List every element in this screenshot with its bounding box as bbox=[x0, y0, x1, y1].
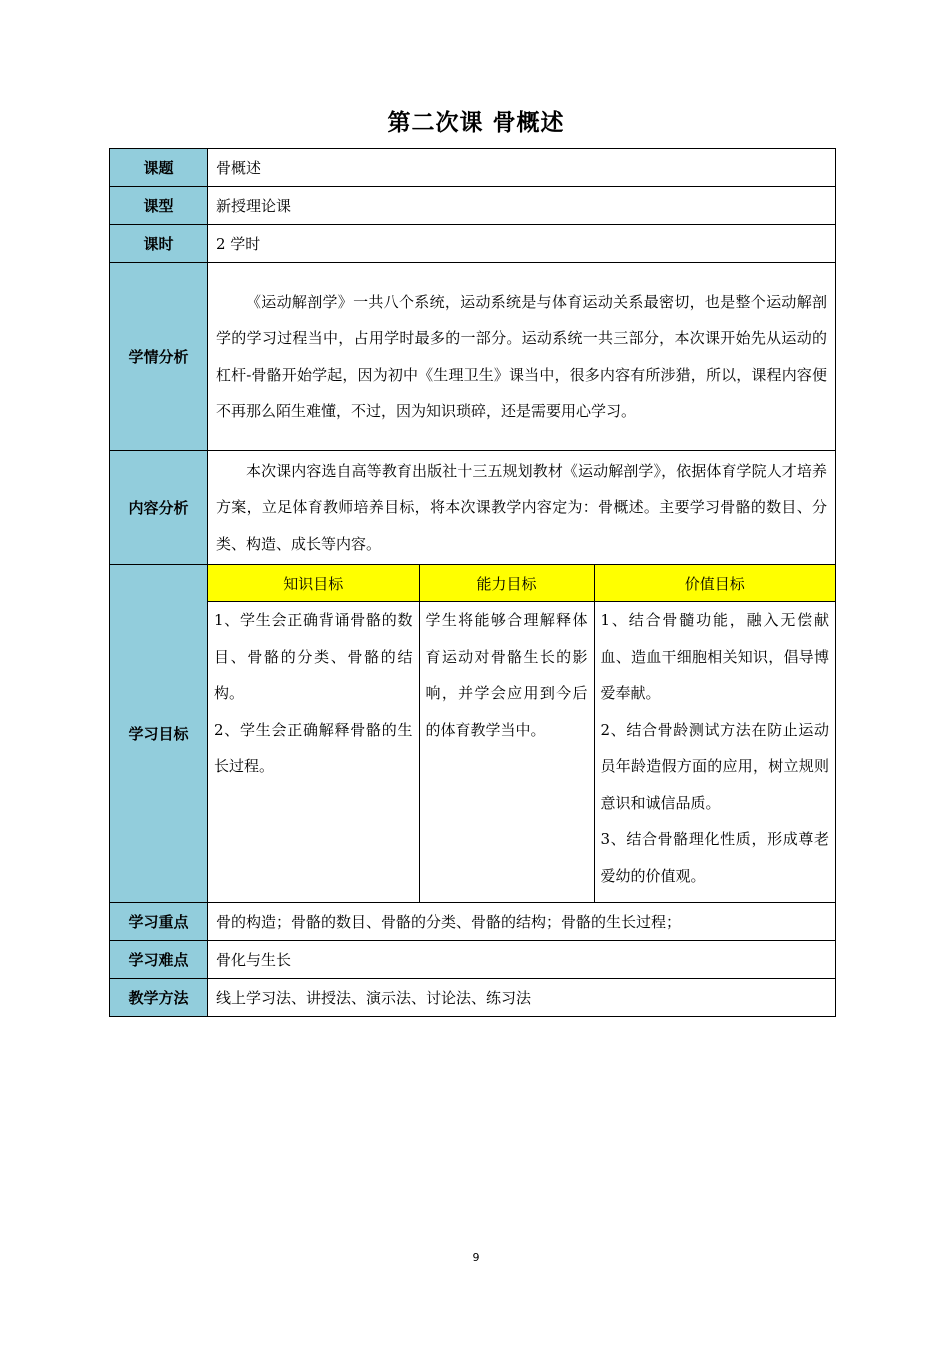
lesson-plan-table bbox=[109, 148, 836, 1017]
header-value: 价值目标 bbox=[594, 565, 835, 602]
knowledge-goal-2: 2、学生会正确解释骨骼的生长过程。 bbox=[214, 720, 413, 775]
value-topic: 骨概述 bbox=[208, 149, 836, 187]
label-learner-analysis: 学情分析 bbox=[110, 263, 208, 451]
value-goal-2: 2、结合骨龄测试方法在防止运动员年龄造假方面的应用，树立规则意识和诚信品质。 bbox=[600, 720, 829, 812]
row-key-points bbox=[110, 903, 836, 941]
objectives-header-row bbox=[208, 565, 835, 602]
value-methods: 线上学习法、讲授法、演示法、讨论法、练习法 bbox=[208, 979, 836, 1017]
label-hours: 课时 bbox=[110, 225, 208, 263]
cell-learner-analysis bbox=[208, 263, 836, 451]
label-difficulties: 学习难点 bbox=[110, 941, 208, 979]
value-hours: 2 学时 bbox=[208, 225, 836, 263]
row-learner-analysis bbox=[110, 263, 836, 451]
row-type bbox=[110, 187, 836, 225]
label-methods: 教学方法 bbox=[110, 979, 208, 1017]
label-objectives: 学习目标 bbox=[110, 565, 208, 903]
header-knowledge: 知识目标 bbox=[208, 565, 419, 602]
cell-content-analysis bbox=[208, 451, 836, 565]
label-key-points: 学习重点 bbox=[110, 903, 208, 941]
value-goal-1: 1、结合骨髓功能，融入无偿献血、造血干细胞相关知识，倡导博爱奉献。 bbox=[600, 611, 829, 702]
row-topic bbox=[110, 149, 836, 187]
objectives-body-row bbox=[208, 602, 835, 903]
objectives-table bbox=[208, 565, 835, 902]
knowledge-goals bbox=[208, 602, 419, 903]
value-difficulties: 骨化与生长 bbox=[208, 941, 836, 979]
page-number: 9 bbox=[472, 1251, 480, 1264]
row-objectives bbox=[110, 565, 836, 903]
row-difficulties bbox=[110, 941, 836, 979]
value-goal-3: 3、结合骨骼理化性质，形成尊老爱幼的价值观。 bbox=[600, 830, 829, 885]
ability-goal-1: 学生将能够合理解释体育运动对骨骼生长的影响，并学会应用到今后的体育教学当中。 bbox=[425, 611, 588, 739]
header-ability: 能力目标 bbox=[419, 565, 594, 602]
label-topic: 课题 bbox=[110, 149, 208, 187]
label-type: 课型 bbox=[110, 187, 208, 225]
page-title: 第二次课 骨概述 bbox=[387, 110, 565, 136]
cell-objectives bbox=[208, 565, 836, 903]
label-content-analysis: 内容分析 bbox=[110, 451, 208, 565]
value-key-points: 骨的构造；骨骼的数目、骨骼的分类、骨骼的结构；骨骼的生长过程； bbox=[208, 903, 836, 941]
value-goals bbox=[594, 602, 835, 903]
row-content-analysis bbox=[110, 451, 836, 565]
ability-goals bbox=[419, 602, 594, 903]
value-content-analysis: 本次课内容选自高等教育出版社十三五规划教材《运动解剖学》，依据体育学院人才培养方案，立足体育教师培养目标，将本次课教学内容定为：骨概述。主要学习骨骼的数目、分类、构造、成长等内容。 bbox=[216, 461, 827, 553]
row-hours bbox=[110, 225, 836, 263]
row-methods bbox=[110, 979, 836, 1017]
knowledge-goal-1: 1、学生会正确背诵骨骼的数目、骨骼的分类、骨骼的结构。 bbox=[214, 611, 413, 702]
value-type: 新授理论课 bbox=[208, 187, 836, 225]
value-learner-analysis: 《运动解剖学》一共八个系统，运动系统是与体育运动关系最密切，也是整个运动解剖学的学习过程当中，占用学时最多的一部分。运动系统一共三部分，本次课开始先从运动的杠杆-骨骼开始学起，因为初中《生理卫生》课当中，很多内容有所涉猎，所以，课程内容便不再那么陌生难懂，不过，因为知识琐碎，还是需要用心学习。 bbox=[216, 292, 827, 420]
